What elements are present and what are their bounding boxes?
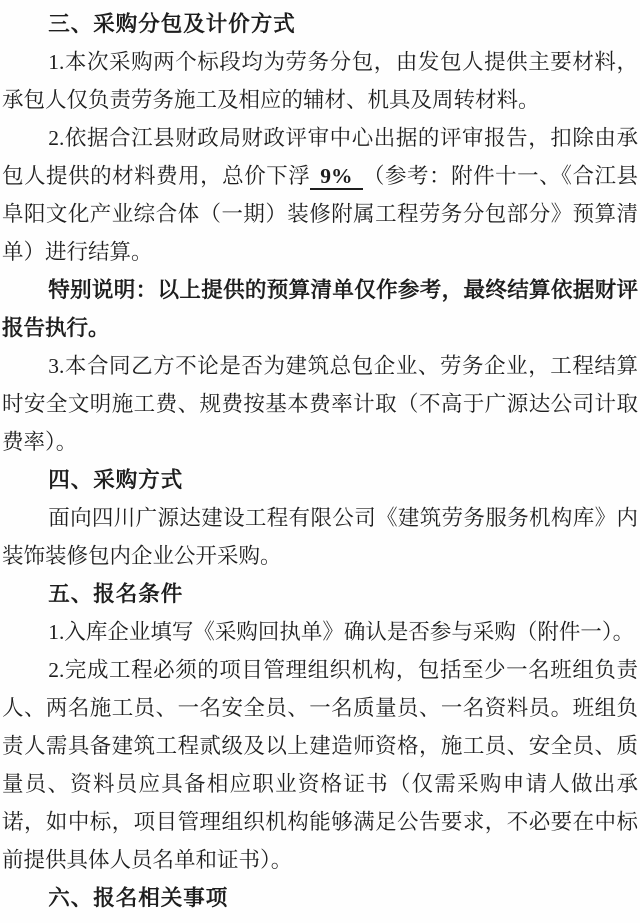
special-note: 特别说明：以上提供的预算清单仅作参考，最终结算依据财评报告执行。 [2,278,638,340]
paragraph-2-text-before: 2.依据合江县财政局财政评审中心出据的评审报告，扣除由承包人提供的材料费用，总价下浮 [2,126,638,188]
section-6-heading: 六、报名相关事项 [48,886,229,910]
section-4-heading: 四、采购方式 [48,468,184,492]
section-3-heading: 三、采购分包及计价方式 [48,12,296,36]
discount-rate-value: 9% [310,164,362,190]
section-4-paragraph-1: 面向四川广源达建设工程有限公司《建筑劳务服务机构库》内装饰装修包内企业公开采购。 [2,506,638,568]
section-3-paragraph-2 [2,119,638,271]
section-3-paragraph-1: 1.本次采购两个标段均为劳务分包，由发包人提供主要材料，承包人仅负责劳务施工及相应的辅材、机具及周转材料。 [2,50,638,112]
section-5-paragraph-2: 2.完成工程必须的项目管理组织机构，包括至少一名班组负责人、两名施工员、一名安全员、一名质量员、一名资料员。班组负责人需具备建筑工程贰级及以上建造师资格，施工员、安全员、质量员、资料员应具备相应职业资格证书（仅需采购申请人做出承诺，如中标，项目管理组织机构能够满足公告要求，不必要在中标前提供具体人员名单和证书）。 [2,658,638,872]
paragraph-2-text-after: （参考：附件十一、《合江县阜阳文化产业综合体（一期）装修附属工程劳务分包部分》预算清单）进行结算。 [2,164,638,264]
section-5-heading: 五、报名条件 [48,582,184,606]
section-5-paragraph-1: 1.入库企业填写《采购回执单》确认是否参与采购（附件一）。 [48,620,635,644]
section-3-paragraph-3: 3.本合同乙方不论是否为建筑总包企业、劳务企业，工程结算时安全文明施工费、规费按基本费率计取（不高于广源达公司计取费率）。 [2,354,638,454]
